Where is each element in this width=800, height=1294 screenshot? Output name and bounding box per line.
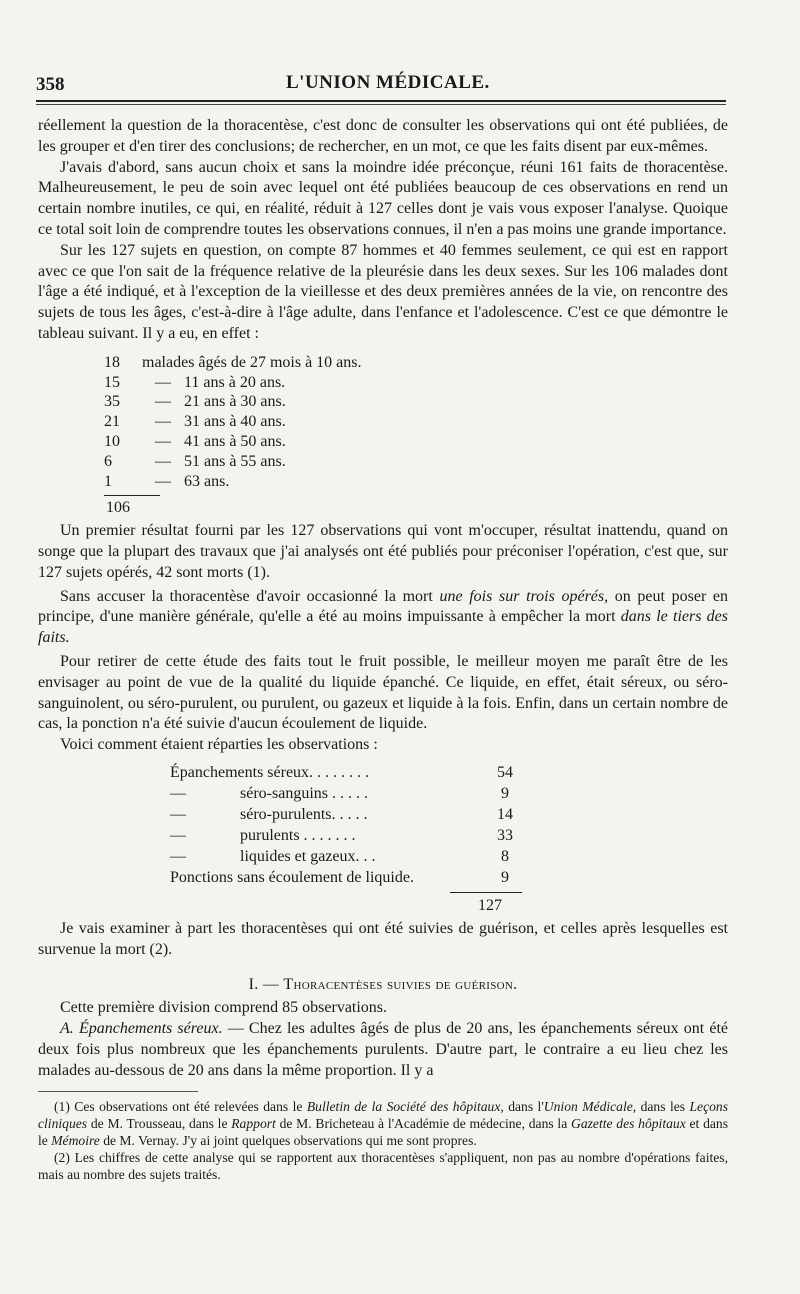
header-rule-thin (36, 104, 726, 105)
footnote: (2) Les chiffres de cette analyse qui se rapportent aux thoracentèses s'appliquent, non pas au nombre d'opérations faites, mais au nombre des sujets traités. (38, 1150, 728, 1183)
effusion-row: — séro-sanguins . . . . . 9 (170, 784, 509, 802)
paragraph: Pour retirer de cette étude des faits tout le fruit possible, le meilleur moyen me paraît être de les envisager au point de vue de la qualité du liquide épanché. Ce liquide, en effet, était séreux, ou séro-sanguinolent, ou séro-purulent, ou purulent, ou gazeux et liquide à la fois. Enfin, dans un certain nombre de cas, la ponction n'a été suivie d'aucun écoulement de liquide. (38, 652, 728, 733)
effusion-row: Ponctions sans écoulement de liquide. 9 (170, 868, 509, 886)
age-row: 35 — 21 ans à 30 ans. (104, 393, 286, 411)
page-body (38, 116, 728, 1183)
age-row: 6 — 51 ans à 55 ans. (104, 452, 286, 470)
total-rule (450, 892, 522, 893)
footnote: (1) Ces observations ont été relevées dans le Bulletin de la Société des hôpitaux, dans l'Union Médicale, dans les Leçons cliniques de M. Trousseau, dans le Rapport de M. Bricheteau à l'Académie de médecine, dans la Gazette des hôpitaux et dans le Mémoire de M. Vernay. J'y ai joint quelques observations qui me sont propres. (38, 1099, 729, 1149)
paragraph: Sans accuser la thoracentèse d'avoir occasionné la mort une fois sur trois opérés, on peut poser en principe, d'une manière générale, qu'elle a été au moins impuissante à empêcher la mort dans le tiers des faits. (38, 587, 729, 647)
page-number: 358 (36, 74, 65, 95)
age-row: 18 malades âgés de 27 mois à 10 ans. (104, 353, 362, 371)
age-row: 10 — 41 ans à 50 ans. (104, 432, 286, 450)
paragraph: Je vais examiner à part les thoracentèses qui ont été suivies de guérison, et celles après lesquelles est survenue la mort (2). (38, 919, 728, 958)
paragraph: Un premier résultat fourni par les 127 observations qui vont m'occuper, résultat inattendu, quand on songe que la plupart des travaux que j'ai analysés ont été publiés pour préconiser l'opération, c'est que, sur 127 sujets opérés, 42 sont morts (1). (38, 522, 728, 581)
paragraph: Voici comment étaient réparties les observations : (60, 736, 378, 754)
effusion-total: 127 (478, 896, 502, 914)
effusion-table (38, 762, 728, 916)
total-rule (104, 495, 160, 496)
header-rule (36, 100, 726, 102)
paragraph: Cette première division comprend 85 observations. (60, 999, 388, 1017)
page-header (36, 70, 726, 100)
effusion-row: — purulents . . . . . . . 33 (170, 826, 513, 844)
paragraph: Sur les 127 sujets en question, on compte 87 hommes et 40 femmes seulement, ce qui est en rapport avec ce que l'on sait de la fréquence relative de la pleurésie dans les deux sexes. Sur les 106 malades dont l'âge a été indiqué, et à l'exception de la vieillesse et des deux premières années de la vie, on rencontre des sujets de tous les âges, c'est-à-dire à l'âge adulte, dans l'enfance et l'adolescence. C'est ce que démontre le tableau suivant. Il y a eu, en effet : (38, 241, 728, 342)
footnote-rule (38, 1091, 198, 1092)
age-row: 1 — 63 ans. (104, 472, 230, 490)
section-heading: I. — Thoracentèses suivies de guérison. (248, 975, 518, 993)
footnotes (38, 1098, 728, 1183)
age-total: 106 (106, 499, 130, 517)
effusion-row: — liquides et gazeux. . . 8 (170, 847, 509, 865)
age-row: 15 — 11 ans à 20 ans. (104, 373, 286, 391)
age-table (104, 353, 728, 518)
journal-title: L'UNION MÉDICALE. (286, 72, 490, 93)
paragraph: réellement la question de la thoracentèse, c'est donc de consulter les observations qui ont été publiées, de les grouper et d'en tirer des conclusions; de rechercher, en un mot, ce que les faits disent par eux-mêmes. (38, 117, 728, 155)
paragraph: J'avais d'abord, sans aucun choix et sans la moindre idée préconçue, réuni 161 faits de thoracentèse. Malheureusement, le peu de soin avec lequel ont été publiées beaucoup de ces observations en rend un certain nombre inutiles, ce qui, en réalité, réduit à 127 celles dont je vais vous exposer l'analyse. Quoique ce total soit loin de comprendre toutes les observations connues, il n'en a pas moins une grande importance. (38, 158, 728, 238)
effusion-row: Épanchements séreux. . . . . . . . 54 (170, 763, 513, 781)
age-row: 21 — 31 ans à 40 ans. (104, 413, 286, 431)
effusion-row: — séro-purulents. . . . . 14 (170, 805, 513, 823)
paragraph: A. Épanchements séreux. — Chez les adultes âgés de plus de 20 ans, les épanchements séreux ont été deux fois plus nombreux que les épanchements purulents. D'autre part, le contraire a eu lieu chez les malades au-dessous de 20 ans dans la même proportion. Il y a (38, 1020, 728, 1079)
